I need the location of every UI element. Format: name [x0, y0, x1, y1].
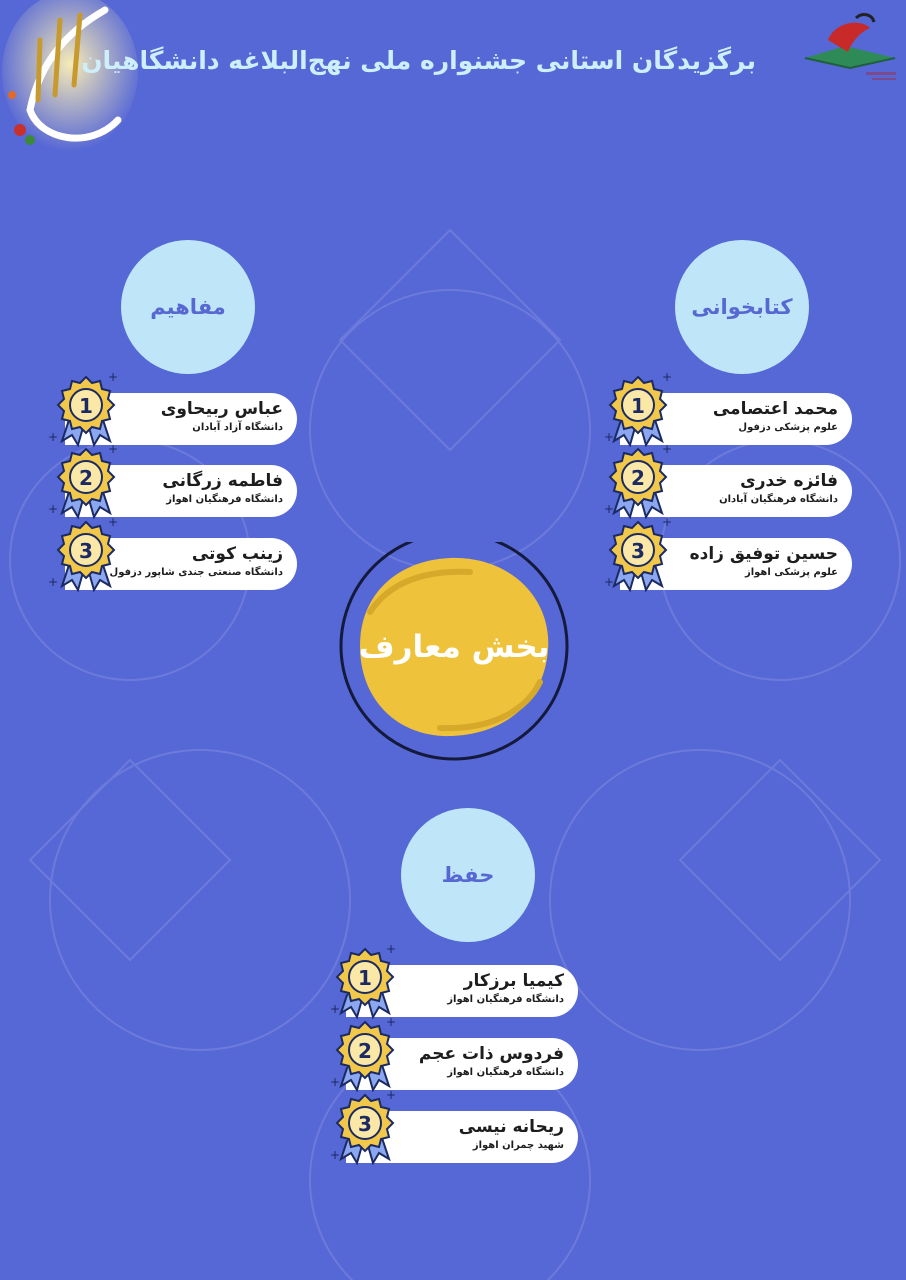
medal-rank: 1 — [358, 966, 372, 990]
sparkle-icon: + — [604, 575, 615, 589]
winner-university: دانشگاه فرهنگیان اهواز — [166, 494, 283, 505]
medal-icon — [608, 520, 668, 592]
sparkle-icon: + — [662, 370, 673, 384]
sparkle-icon: + — [108, 370, 119, 384]
medal-rank: 2 — [631, 466, 645, 490]
winner-university: دانشگاه آزاد آبادان — [192, 422, 283, 433]
medal-rank: 3 — [79, 539, 93, 563]
organization-logo — [800, 10, 900, 90]
medal-icon — [56, 447, 116, 519]
sparkle-icon: + — [386, 1088, 397, 1102]
sparkle-icon: + — [330, 1002, 341, 1016]
sparkle-icon: + — [48, 575, 59, 589]
medal-rank: 1 — [79, 394, 93, 418]
winner-name: حسین توفیق زاده — [689, 544, 838, 564]
sparkle-icon: + — [604, 430, 615, 444]
medal-rank: 3 — [631, 539, 645, 563]
winner-name: کیمیا برزکار — [463, 971, 564, 991]
sparkle-icon: + — [662, 515, 673, 529]
sparkle-icon: + — [108, 442, 119, 456]
medal-rank: 2 — [358, 1039, 372, 1063]
sparkle-icon: + — [386, 1015, 397, 1029]
winner-name: ریحانه نیسی — [458, 1117, 564, 1137]
sparkle-icon: + — [108, 515, 119, 529]
medal-rank: 1 — [631, 394, 645, 418]
winner-name: فائزه خدری — [740, 471, 838, 491]
calligraphy-logo — [0, 0, 140, 170]
winner-name: عباس ربیحاوی — [160, 399, 283, 419]
winner-university: دانشگاه صنعتی جندی شاپور دزفول — [109, 567, 283, 578]
winner-name: فردوس ذات عجم — [418, 1044, 564, 1064]
category-memorization: حفظ — [401, 808, 535, 942]
winner-university: دانشگاه فرهنگیان اهواز — [447, 994, 564, 1005]
winner-name: محمد اعتصامی — [712, 399, 838, 419]
medal-icon — [335, 1020, 395, 1092]
sparkle-icon: + — [662, 442, 673, 456]
medal-icon — [335, 1093, 395, 1165]
winner-university: علوم پزشکی اهواز — [744, 567, 838, 578]
sparkle-icon: + — [330, 1148, 341, 1162]
medal-icon — [608, 375, 668, 447]
winner-university: دانشگاه فرهنگیان آبادان — [719, 494, 838, 505]
sparkle-icon: + — [386, 942, 397, 956]
winner-name: فاطمه زرگانی — [162, 471, 283, 491]
winner-university: علوم پزشکی دزفول — [738, 422, 838, 433]
sparkle-icon: + — [48, 502, 59, 516]
category-book-reading: کتابخوانی — [675, 240, 809, 374]
page-title: برگزیدگان استانی جشنواره ملی نهج‌البلاغه دانشگاهیان — [81, 46, 756, 75]
sparkle-icon: + — [604, 502, 615, 516]
medal-icon — [56, 520, 116, 592]
medal-rank: 3 — [358, 1112, 372, 1136]
winner-university: دانشگاه فرهنگیان اهواز — [447, 1067, 564, 1078]
sparkle-icon: + — [48, 430, 59, 444]
sparkle-icon: + — [330, 1075, 341, 1089]
medal-icon — [335, 947, 395, 1019]
medal-rank: 2 — [79, 466, 93, 490]
medal-icon — [56, 375, 116, 447]
winner-name: زینب کوتی — [191, 544, 283, 564]
medal-icon — [608, 447, 668, 519]
category-concepts: مفاهیم — [121, 240, 255, 374]
center-badge — [330, 542, 578, 772]
center-label: بخش معارف — [358, 629, 550, 665]
winner-university: شهید چمران اهواز — [472, 1140, 564, 1151]
